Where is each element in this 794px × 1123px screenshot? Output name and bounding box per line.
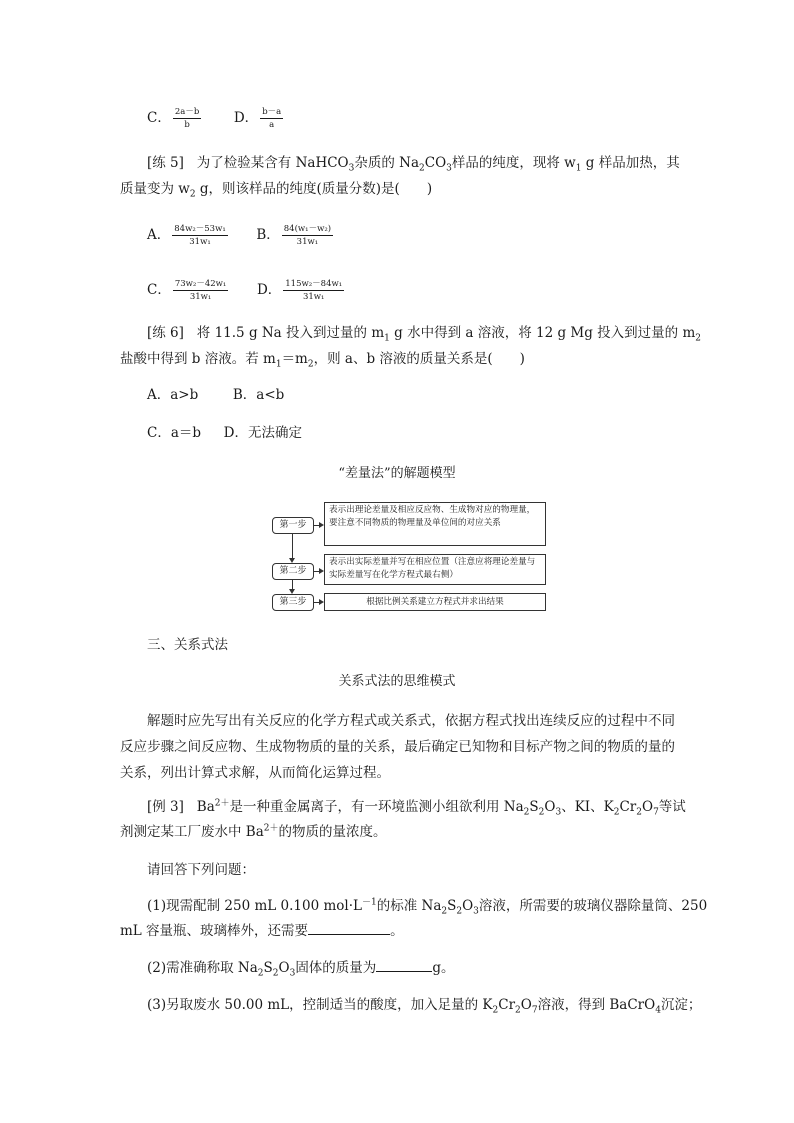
section-3-paragraph: 解题时应先写出有关反应的化学方程式或关系式，依据方程式找出连续反应的过程中不同反应步骤之间反应物、生成物物质的量的关系，最后确定已知物和目标产物之间的物质的量的关系，列出计算式求解，从而简化运算过程。	[120, 713, 675, 781]
option-c-fraction: $\frac{\text{73w₂－42w₁}}{\text{31w₁}}$	[174, 279, 227, 302]
exercise-5-options-ab: A． $\frac{\text{84w₂－53w₁}}{\text{31w₁}}$ B． $\frac{\text{84(w₁－w₂)}}{\text{31w₁}}$	[147, 224, 332, 247]
example-3-prompt: 请回答下列问题：	[147, 862, 255, 878]
option-d-fraction: $\frac{\text{115w₂－84w₁}}{\text{31w₁}}$	[285, 279, 343, 302]
option-d: D．无法确定	[223, 425, 302, 441]
arrowhead-down-icon	[289, 589, 295, 594]
option-c: C．a＝b	[147, 425, 202, 441]
step-1-box: 第一步	[272, 517, 314, 534]
example-3-line2: 剂测定某工厂废水中 $Ba^{2+}$的物质的量浓度。	[120, 823, 387, 840]
arrow-1-2	[292, 534, 293, 558]
previous-question-options	[147, 105, 285, 131]
question-1-line1: (1)现需配制 250 mL 0.100 $mol\cdot L^{-1}$的标准 $Na_2S_2O_3$溶液，所需要的玻璃仪器除量筒、250	[147, 897, 708, 917]
exercise-6-options-cd	[147, 420, 302, 446]
option-a-fraction: $\frac{\text{84w₂－53w₁}}{\text{31w₁}}$	[174, 224, 226, 247]
option-d-fraction: $\frac{b-a}{a}$	[262, 107, 282, 130]
step-1-desc: 表示出理论差量及相应反应物、生成物对应的物理量，要注意不同物质的物理量及单位间的对应关系	[324, 502, 546, 546]
example-3-tag: [例 3]	[147, 799, 184, 815]
question-1-line2: mL 容量瓶、玻璃棒外，还需要 。	[120, 918, 404, 944]
option-b-fraction: $\frac{\text{84(w₁－w₂)}}{\text{31w₁}}$	[283, 224, 332, 247]
exercise-6-line2: 盐酸中得到 b 溶液。若 $m_1=m_2$，则 a、b 溶液的质量关系是( )	[120, 351, 525, 370]
exercise-5-line1: [练 5] 为了检验某含有 NaHCO$_3$杂质的 $Na_2CO_3$样品的纯度，现将 $w_1$ g 样品加热，其	[147, 155, 680, 174]
option-a: A．a>b	[147, 387, 199, 403]
option-c-label: C．	[147, 110, 171, 126]
section-3-heading: 三、关系式法	[147, 637, 228, 653]
answer-blank-1[interactable]	[308, 920, 390, 935]
option-c-fraction: $\frac{2a-b}{b}$	[174, 107, 200, 130]
exercise-6-tag: [练 6]	[147, 325, 184, 341]
diff-model-title: “差量法”的解题模型	[338, 466, 456, 481]
question-3: (3)另取废水 50.00 mL，控制适当的酸度，加入足量的 $K_2Cr_2O_7$溶液，得到 BaCrO$_4$沉淀；	[147, 997, 702, 1016]
diff-model-flowchart	[268, 502, 550, 614]
step-2-box: 第二步	[272, 563, 314, 580]
step-3-desc: 根据比例关系建立方程式并求出结果	[324, 593, 546, 611]
arrowhead-right-icon	[319, 522, 324, 528]
option-d-label: D．	[233, 110, 259, 126]
arrowhead-right-icon	[319, 568, 324, 574]
exercise-5-tag: [练 5]	[147, 155, 184, 171]
exercise-6-line1: [练 6] 将 11.5 g Na 投入到过量的 $m_1$ g 水中得到 a 溶液，将 12 g Mg 投入到过量的 $m_2$	[147, 325, 701, 344]
example-3-line1: [例 3] $Ba^{2+}$是一种重金属离子，有一环境监测小组欲利用 $Na_2S_2O_3$、KI、$K_2Cr_2O_7$等试	[147, 798, 686, 818]
answer-blank-2[interactable]	[376, 957, 432, 972]
section-3-subtitle: 关系式法的思维模式	[338, 674, 456, 689]
step-2-desc: 表示出实际差量并写在相应位置（注意应将理论差量与实际差量写在化学方程式最右侧）	[324, 554, 546, 585]
arrowhead-down-icon	[289, 558, 295, 563]
option-b: B．a<b	[232, 387, 285, 403]
exercise-5-options-cd: C． $\frac{\text{73w₂－42w₁}}{\text{31w₁}}$ D． $\frac{\text{115w₂－84w₁}}{\text{31w₁}}$	[147, 279, 343, 302]
exercise-6-options-ab	[147, 382, 284, 408]
step-3-box: 第三步	[272, 594, 314, 611]
question-2: (2)需准确称取 $Na_2S_2O_3$固体的质量为 g。	[147, 955, 454, 981]
exercise-5-line2: 质量变为 $w_2$ g，则该样品的纯度(质量分数)是( )	[120, 181, 433, 200]
arrowhead-right-icon	[319, 599, 324, 605]
